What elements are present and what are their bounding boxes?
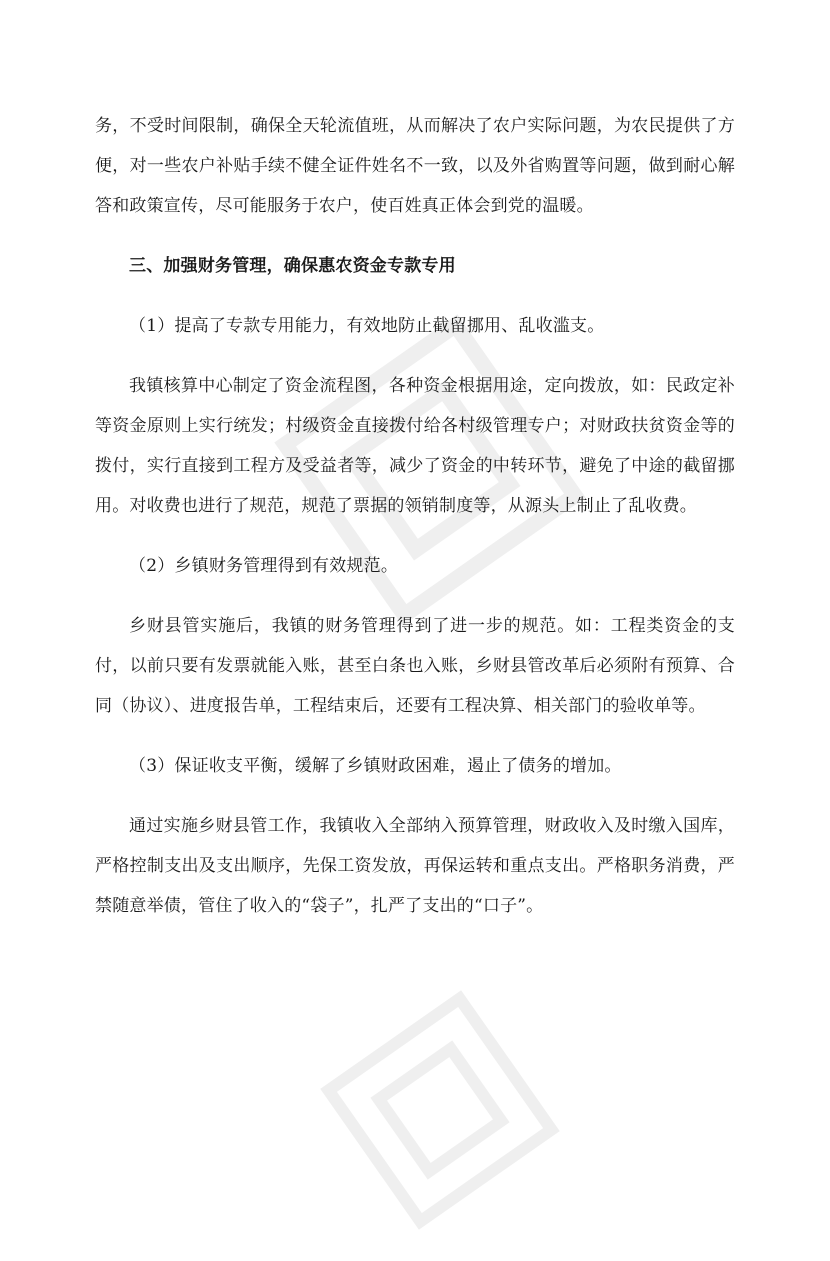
watermark-icon bbox=[284, 959, 595, 1260]
subheading-2: （2）乡镇财务管理得到有效规范。 bbox=[129, 556, 399, 576]
subheading-3: （3）保证收支平衡，缓解了乡镇财政困难，遏止了债务的增加。 bbox=[129, 756, 622, 776]
section-heading: 三、加强财务管理，确保惠农资金专款专用 bbox=[129, 256, 456, 276]
paragraph-1: 我镇核算中心制定了资金流程图，各种资金根据用途，定向拨放，如：民政定补等资金原则上实行统发；村级资金直接拨付给各村级管理专户；对财政扶贫资金等的拨付，实行直接到工程方及受益者等，减少了资金的中转环节，避免了中途的截留挪用。对收费也进行了规范，规范了票据的领销制度等，从源头上制止了乱收费。 bbox=[95, 376, 735, 516]
document-body bbox=[95, 106, 735, 926]
paragraph-2: 乡财县管实施后，我镇的财务管理得到了进一步的规范。如：工程类资金的支付，以前只要有发票就能入账，甚至白条也入账，乡财县管改革后必须附有预算、合同（协议）、进度报告单，工程结束后，还要有工程决算、相关部门的验收单等。 bbox=[95, 616, 735, 716]
paragraph-continuation: 务，不受时间限制，确保全天轮流值班，从而解决了农户实际问题，为农民提供了方便，对一些农户补贴手续不健全证件姓名不一致，以及外省购置等问题，做到耐心解答和政策宣传，尽可能服务于农户，使百姓真正体会到党的温暖。 bbox=[95, 116, 735, 216]
paragraph-3: 通过实施乡财县管工作，我镇收入全部纳入预算管理，财政收入及时缴入国库，严格控制支出及支出顺序，先保工资发放，再保运转和重点支出。严格职务消费，严禁随意举债，管住了收入的“袋子”，扎严了支出的“口子”。 bbox=[95, 816, 735, 916]
subheading-1: （1）提高了专款专用能力，有效地防止截留挪用、乱收滥支。 bbox=[129, 316, 605, 336]
